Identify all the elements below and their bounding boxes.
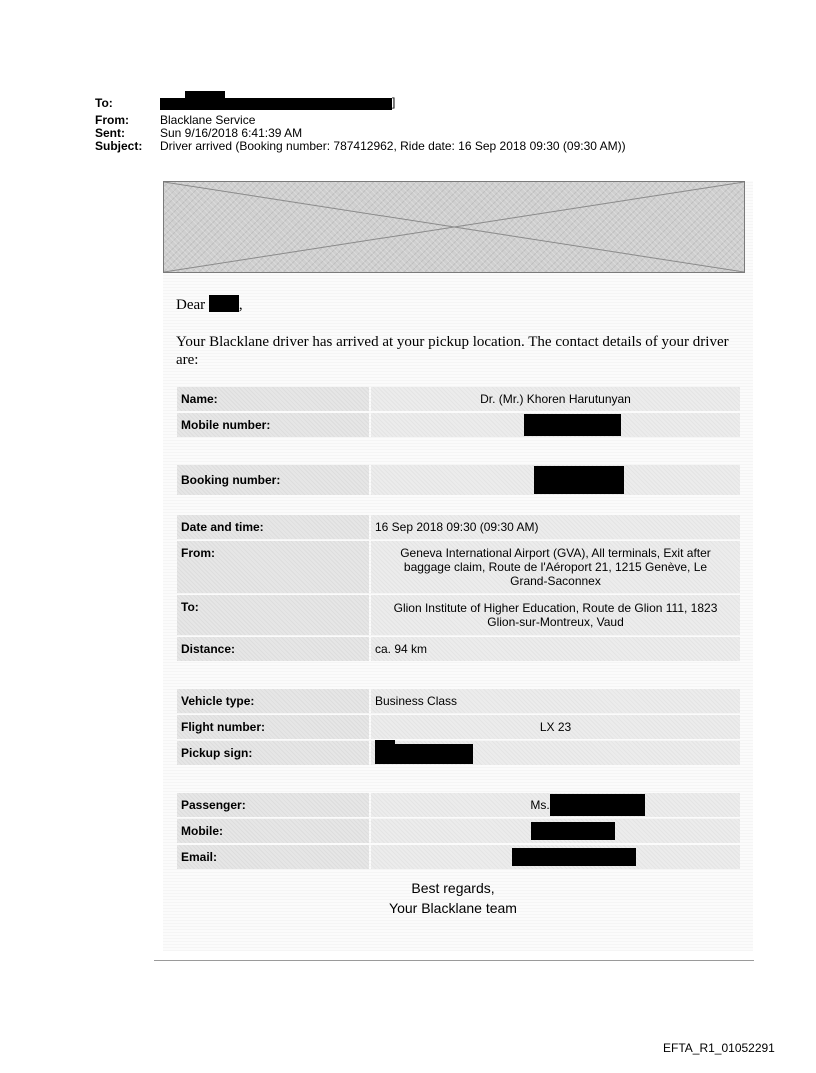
distance-label: Distance: [177, 637, 369, 661]
image-placeholder-cross [164, 182, 744, 272]
subject-row [95, 140, 626, 153]
booking-label: Booking number: [177, 465, 369, 495]
redacted-recipient [160, 97, 395, 111]
regards-line: Best regards, [411, 880, 495, 896]
pickup-sign-label: Pickup sign: [177, 741, 369, 765]
vehicle-label: Vehicle type: [177, 689, 369, 713]
email-label: Email: [177, 845, 369, 869]
to-label: To: [95, 96, 113, 110]
table-row-to [177, 595, 740, 635]
to-bracket: ] [392, 95, 396, 109]
sent-value: Sun 9/16/2018 6:41:39 AM [160, 126, 303, 140]
redacted-pickup-sign [375, 742, 475, 764]
name-label: Name: [177, 387, 369, 411]
greeting-comma: , [238, 297, 243, 313]
from-label: From: [177, 541, 369, 593]
table-row-passenger [177, 793, 740, 817]
table-row-mobile [177, 413, 740, 437]
passenger-mobile-label: Mobile: [177, 819, 369, 843]
passenger-label: Passenger: [177, 793, 369, 817]
redacted-name [209, 295, 239, 312]
redacted-passenger-name [550, 794, 645, 816]
email-header [95, 97, 626, 153]
table-row-flight [177, 715, 740, 739]
passenger-title: Ms. [530, 798, 550, 812]
table-row-vehicle [177, 689, 740, 713]
from-label: From: [95, 113, 129, 127]
table-row-email [177, 845, 740, 869]
flight-label: Flight number: [177, 715, 369, 739]
team-line: Your Blacklane team [389, 900, 517, 916]
sign-off [163, 878, 743, 918]
table-row-passenger-mobile [177, 819, 740, 843]
flight-value: LX 23 [371, 715, 740, 739]
vehicle-value: Business Class [371, 689, 740, 713]
table-row-pickup-sign [177, 741, 740, 765]
broken-image-placeholder [163, 181, 745, 273]
from-value: Geneva International Airport (GVA), All terminals, Exit after baggage claim, Route de l'Aéroport 21, 1215 Genève, Le Grand-Saconnex [371, 541, 740, 593]
email-body [163, 181, 753, 951]
document-id: EFTA_R1_01052291 [663, 1041, 775, 1055]
to-row [95, 97, 626, 114]
name-value: Dr. (Mr.) Khoren Harutunyan [371, 387, 740, 411]
distance-value: ca. 94 km [371, 637, 740, 661]
intro-text: Your Blacklane driver has arrived at your pickup location. The contact details of your driver are: [176, 334, 729, 368]
mobile-label: Mobile number: [177, 413, 369, 437]
table-row-datetime [177, 515, 740, 539]
greeting [176, 295, 243, 314]
table-row-booking [177, 465, 740, 495]
datetime-label: Date and time: [177, 515, 369, 539]
subject-label: Subject: [95, 139, 143, 153]
table-row-distance [177, 637, 740, 661]
redacted-email [512, 848, 636, 866]
table-row-name [177, 387, 740, 411]
greeting-text: Dear [176, 297, 206, 313]
redacted-mobile [524, 414, 621, 436]
divider [154, 960, 754, 961]
from-value: Blacklane Service [160, 113, 256, 127]
to-value: Glion Institute of Higher Education, Route de Glion 111, 1823 Glion-sur-Montreux, Vaud [371, 595, 740, 635]
table-row-from [177, 541, 740, 593]
to-label: To: [177, 595, 369, 635]
datetime-value: 16 Sep 2018 09:30 (09:30 AM) [371, 515, 740, 539]
redacted-booking-number [534, 466, 624, 494]
subject-value: Driver arrived (Booking number: 787412962, Ride date: 16 Sep 2018 09:30 (09:30 AM)) [160, 139, 626, 153]
sent-label: Sent: [95, 126, 125, 140]
redacted-passenger-mobile [531, 822, 615, 840]
